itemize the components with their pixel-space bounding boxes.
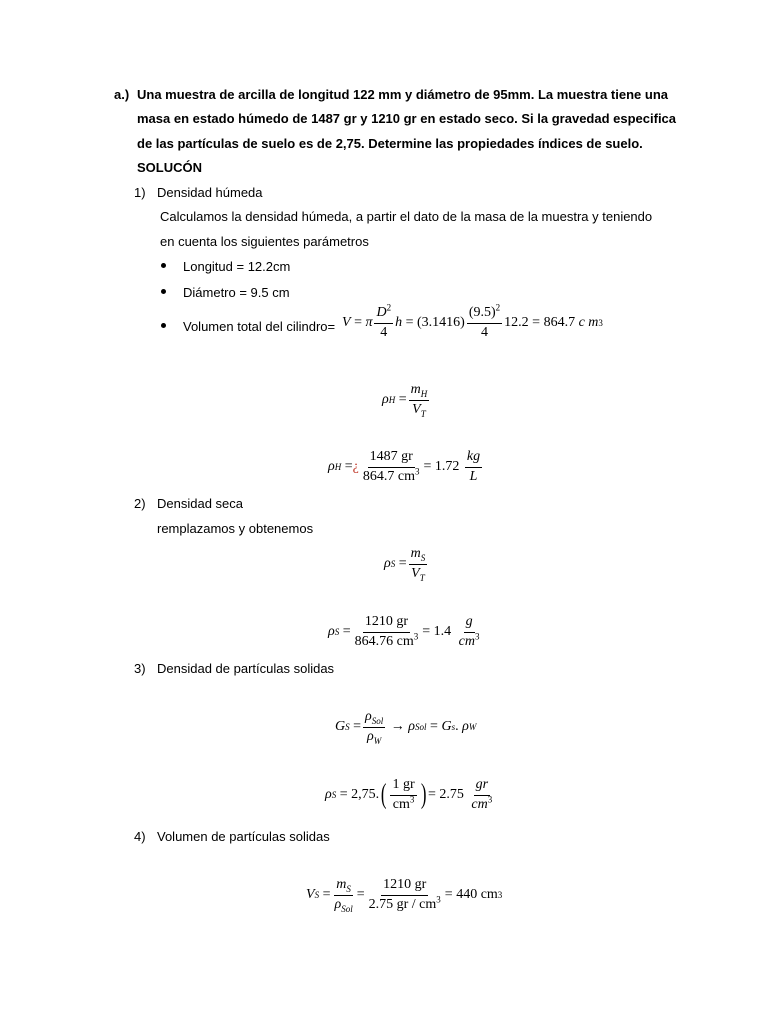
wet-density-formula: ρ H = $\frac{m_H}{V_T}$: [382, 382, 428, 419]
problem-label: a.): [114, 87, 130, 102]
specific-gravity-formula: G S = $\frac{\rho_{Sol}}{\rho_W}$ → ρ Sol = G s . ρ W: [335, 709, 477, 746]
bullet-icon: [161, 323, 166, 328]
solution-heading: SOLUCÓN: [137, 160, 202, 175]
bullet-volume-label: Volumen total del cilindro=: [183, 319, 336, 334]
step-4-number: 4): [134, 829, 146, 844]
step-1-title: Densidad húmeda: [157, 185, 263, 200]
step-2-number: 2): [134, 496, 146, 511]
dry-density-result: ρ S = $\frac{1210 gr}{864.76 cm^3}$ = 1.4 $\frac{g}{cm^3}$: [328, 614, 480, 649]
wet-density-result: ρ H = ¿ $\frac{1487 gr}{864.7 cm^3}$ = 1.72 $\frac{kg}{L}$: [328, 449, 481, 484]
solids-volume-equation: V S = $\frac{m_S}{\rho_{Sol}}$ = $\frac{1210 gr}{2.75 gr / cm^3}$ = 440 cm 3: [306, 877, 503, 914]
bullet-length: Longitud = 12.2cm: [183, 259, 291, 274]
dry-density-formula: ρ S = $\frac{m_S}{V_T}$: [384, 546, 426, 583]
step-1-text-1: Calculamos la densidad húmeda, a partir el dato de la masa de la muestra y teniendo: [160, 209, 653, 224]
bullet-diameter: Diámetro = 9.5 cm: [183, 285, 290, 300]
step-1-number: 1): [134, 185, 146, 200]
step-3-number: 3): [134, 661, 146, 676]
bullet-icon: [161, 263, 166, 268]
step-1-text-2: en cuenta los siguientes parámetros: [160, 234, 369, 249]
bullet-icon: [161, 289, 166, 294]
step-2-title: Densidad seca: [157, 496, 243, 511]
volume-equation: V = π $\frac{D^2}{4}$ h = (3.1416) $\frac{(9.5)^2}{4}$ 12.2 = 864.7 c m 3: [342, 302, 603, 340]
problem-line-3: de las partículas de suelo es de 2,75. Determine las propiedades índices de suelo.: [137, 136, 643, 151]
problem-line-1: Una muestra de arcilla de longitud 122 mm y diámetro de 95mm. La muestra tiene una: [137, 87, 669, 102]
solids-density-result: ρ S = 2,75. ( $\frac{1 gr}{cm^3}$ ) = 2.75 $\frac{gr}{cm^3}$: [325, 777, 493, 812]
step-3-title: Densidad de partículas solidas: [157, 661, 335, 676]
step-2-text: remplazamos y obtenemos: [157, 521, 314, 536]
problem-line-2: masa en estado húmedo de 1487 gr y 1210 gr en estado seco. Si la gravedad especifica: [137, 111, 677, 126]
step-4-title: Volumen de partículas solidas: [157, 829, 330, 844]
